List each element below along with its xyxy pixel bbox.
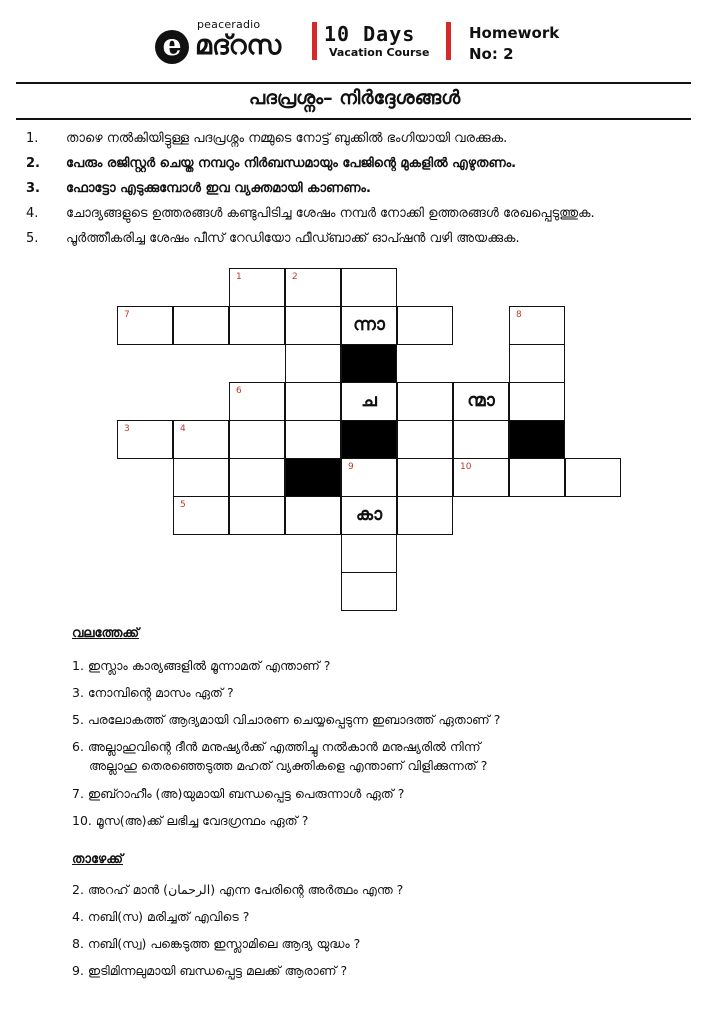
crossword-block	[285, 458, 341, 497]
across-heading: വലത്തേക്ക്	[72, 626, 140, 641]
list-item: 1. ഇസ്ലാം കാര്യങ്ങളിൽ മൂന്നാമത് എന്താണ് ?	[72, 658, 331, 673]
crossword-cell[interactable]	[285, 420, 341, 459]
crossword-cell[interactable]: 3	[117, 420, 173, 459]
down-clues	[72, 876, 403, 984]
crossword-cell[interactable]	[397, 496, 453, 535]
crossword-cell[interactable]: 1	[229, 268, 285, 307]
list-item: 10. മൂസ(അ)ക്ക് ലഭിച്ച വേദഗ്രന്ഥം ഏത് ?	[72, 813, 309, 828]
crossword-cell[interactable]: കാ	[341, 496, 397, 535]
crossword-cell[interactable]	[565, 458, 621, 497]
crossword-cell[interactable]: 5	[173, 496, 229, 535]
list-item: അല്ലാഹു തെരഞ്ഞെടുത്ത മഹത് വ്യക്തികളെ എന്താണ് വിളിക്കുന്നത് ?	[89, 758, 488, 773]
list-item: 6. അല്ലാഹുവിന്റെ ദീൻ മനുഷ്യർക്ക് എത്തിച്ചു നൽകാൻ മനുഷ്യരിൽ നിന്ന്	[72, 739, 481, 754]
instruction-item: 5. പൂർത്തീകരിച്ച ശേഷം പീസ് റേഡിയോ ഫീഡ്ബാക്ക് ഓപ്ഷൻ വഴി അയക്കുക.	[26, 231, 520, 246]
list-item: 4. നബി(സ) മരിച്ചത് എവിടെ ?	[72, 909, 250, 924]
crossword-cell[interactable]	[397, 306, 453, 345]
instruction-item: 3. ഫോട്ടോ എടുക്കുമ്പോൾ ഇവ വ്യക്തമായി കാണണം.	[26, 181, 371, 196]
crossword-cell[interactable]	[285, 496, 341, 535]
crossword-cell[interactable]	[173, 306, 229, 345]
crossword-cell[interactable]	[229, 458, 285, 497]
logo-mark: e	[155, 30, 189, 64]
crossword-cell[interactable]: 9	[341, 458, 397, 497]
crossword-cell[interactable]	[509, 344, 565, 383]
crossword-block	[341, 420, 397, 459]
course-subtitle: Vacation Course	[329, 46, 430, 59]
crossword-cell[interactable]	[173, 458, 229, 497]
crossword-cell[interactable]: 6	[229, 382, 285, 421]
instruction-item: 4. ചോദ്യങ്ങളുടെ ഉത്തരങ്ങൾ കണ്ടുപിടിച്ച ശേഷം നമ്പർ നോക്കി ഉത്തരങ്ങൾ രേഖപ്പെടുത്തുക.	[26, 206, 595, 221]
down-heading: താഴേക്ക്	[72, 852, 123, 867]
crossword-cell[interactable]	[285, 382, 341, 421]
crossword-cell[interactable]	[453, 420, 509, 459]
instruction-item: 2. പേരും രജിസ്റ്റർ ചെയ്ത നമ്പറും നിർബന്ധമായും പേജിന്റെ മുകളിൽ എഴുതണം.	[26, 156, 517, 171]
crossword-block	[341, 344, 397, 383]
list-item: 9. ഇടിമിന്നലുമായി ബന്ധപ്പെട്ട മലക്ക് ആരാണ് ?	[72, 963, 348, 978]
crossword-cell[interactable]	[341, 268, 397, 307]
crossword-cell[interactable]	[509, 382, 565, 421]
list-item: 8. നബി(സ്വ) പങ്കെടുത്ത ഇസ്ലാമിലെ ആദ്യ യുദ്ധം ?	[72, 936, 361, 951]
crossword-cell[interactable]	[285, 344, 341, 383]
crossword-cell[interactable]: ച	[341, 382, 397, 421]
list-item: 2. അറഹ് മാൻ (الرحمان) എന്ന പേരിന്റെ അർത്ഥം എന്ത ?	[72, 882, 404, 897]
crossword-block	[509, 420, 565, 459]
instruction-item: 1. താഴെ നൽകിയിട്ടുള്ള പദപ്രശ്നം നമ്മുടെ നോട്ട് ബുക്കിൽ ഭംഗിയായി വരക്കുക.	[26, 131, 508, 146]
crossword-cell[interactable]	[229, 306, 285, 345]
list-item: 5. പരലോകത്ത് ആദ്യമായി വിചാരണ ചെയ്യപ്പെടുന്ന ഇബാദത്ത് ഏതാണ് ?	[72, 712, 501, 727]
crossword-cell[interactable]	[341, 534, 397, 573]
homework-number: No: 2	[469, 45, 514, 63]
logo-name: മദ്റസ	[195, 30, 282, 61]
list-item: 3. നോമ്പിന്റെ മാസം ഏത് ?	[72, 685, 234, 700]
crossword-cell[interactable]	[229, 420, 285, 459]
crossword-cell[interactable]: 10	[453, 458, 509, 497]
crossword-cell[interactable]: 2	[285, 268, 341, 307]
across-clues	[72, 652, 500, 834]
crossword-cell[interactable]	[397, 382, 453, 421]
crossword-cell[interactable]	[229, 496, 285, 535]
crossword-cell[interactable]: ന്നാ	[341, 306, 397, 345]
list-item: 7. ഇബ്റാഹീം (അ)യുമായി ബന്ധപ്പെട്ട പെരുന്നാൾ ഏത് ?	[72, 786, 405, 801]
crossword-cell[interactable]	[397, 458, 453, 497]
logo-brand: peaceradio	[197, 18, 261, 31]
crossword-cell[interactable]	[341, 572, 397, 611]
crossword-cell[interactable]: 4	[173, 420, 229, 459]
crossword-cell[interactable]	[397, 420, 453, 459]
page-title: പദപ്രശ്നം– നിർദ്ദേശങ്ങൾ	[248, 87, 461, 109]
crossword-cell[interactable]: ന്മാ	[453, 382, 509, 421]
course-days: 10 Days	[324, 22, 416, 46]
crossword-cell[interactable]	[509, 458, 565, 497]
crossword-cell[interactable]: 7	[117, 306, 173, 345]
homework-label: Homework	[469, 24, 560, 42]
crossword-cell[interactable]	[285, 306, 341, 345]
crossword-cell[interactable]: 8	[509, 306, 565, 345]
